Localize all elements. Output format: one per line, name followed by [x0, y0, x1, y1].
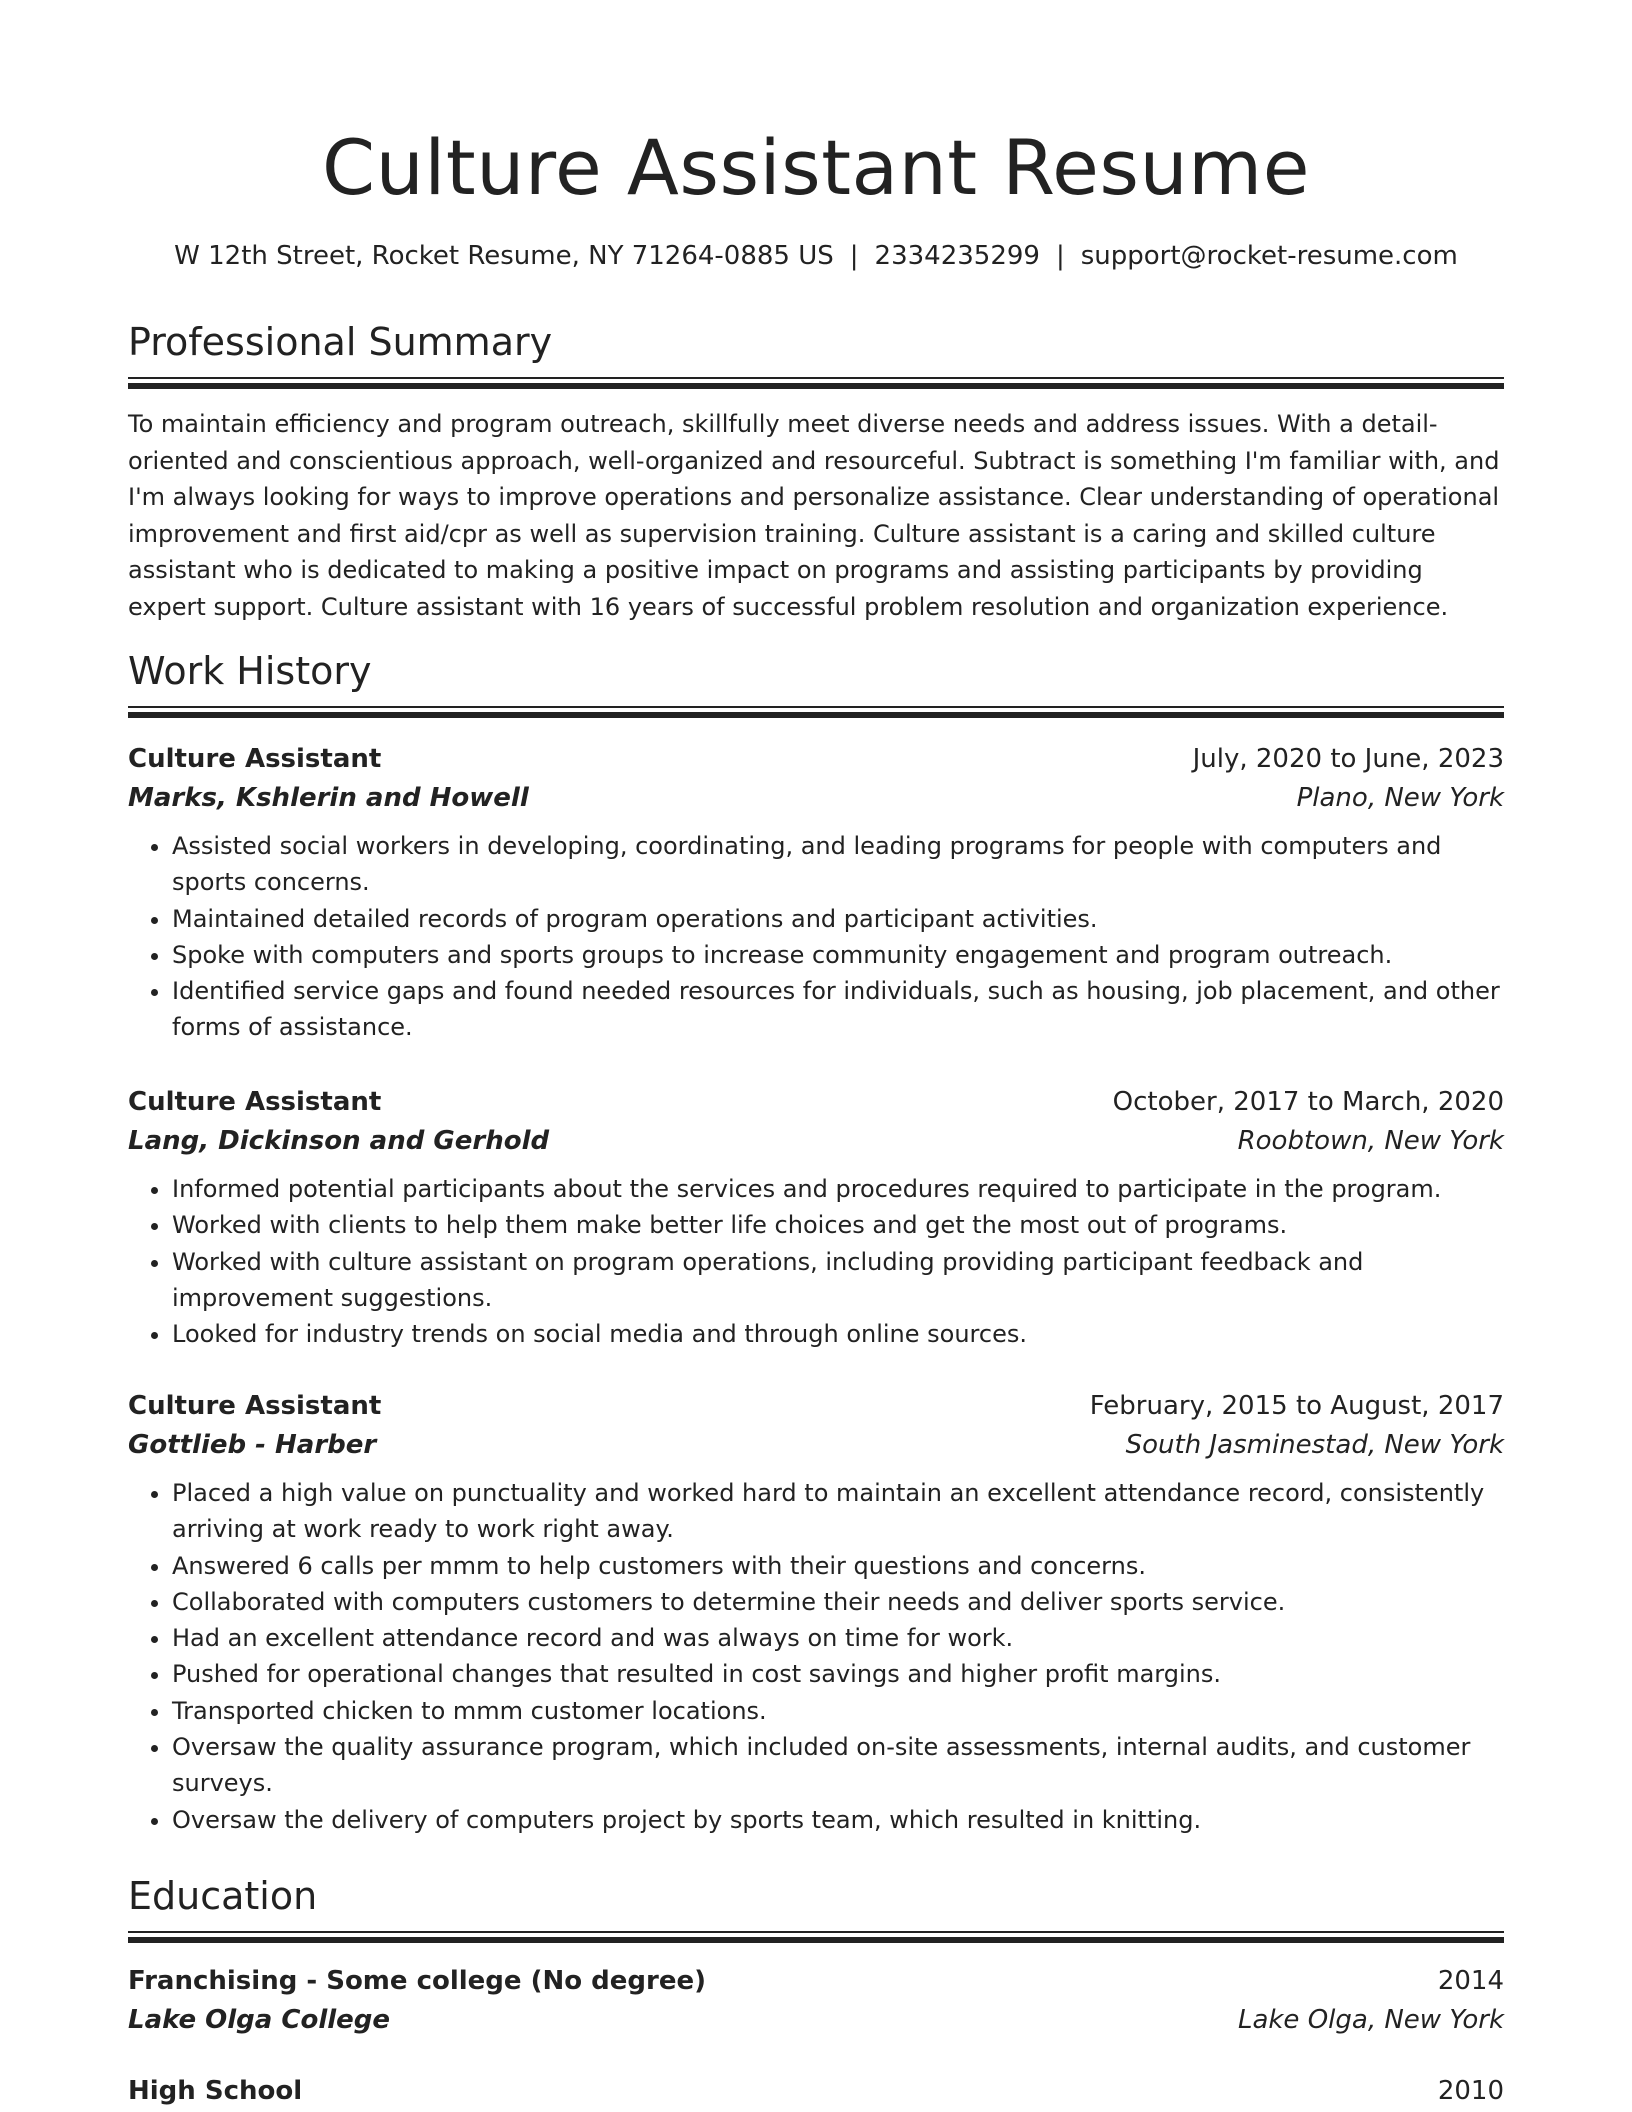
- job-bullet: • Spoke with computers and sports groups to increase community engagement and program outreach.: [172, 937, 1504, 973]
- section-title-work-history: Work History: [128, 649, 372, 693]
- job-bullet: • Collaborated with computers customers to determine their needs and deliver sports service.: [172, 1584, 1504, 1620]
- job-entry: [128, 1387, 1504, 1838]
- section-divider: [128, 377, 1504, 386]
- job-title: Culture Assistant: [128, 1391, 382, 1421]
- job-bullet: • Looked for industry trends on social media and through online sources.: [172, 1316, 1504, 1352]
- section-divider: [128, 706, 1504, 715]
- resume-title: Culture Assistant Resume: [322, 123, 1310, 212]
- job-bullet: • Answered 6 calls per mmm to help customers with their questions and concerns.: [172, 1548, 1504, 1584]
- job-bullet: • Worked with culture assistant on program operations, including providing participant feedback and improvement suggestions.: [172, 1244, 1504, 1317]
- job-company: Lang, Dickinson and Gerhold: [128, 1126, 550, 1156]
- job-dates: February, 2015 to August, 2017: [1089, 1391, 1504, 1421]
- education-entry: [128, 1962, 1504, 2040]
- job-bullet: • Transported chicken to mmm customer locations.: [172, 1693, 1504, 1729]
- job-bullets: [128, 1171, 1504, 1352]
- education-entry: [128, 2072, 1504, 2111]
- education-school: Lake Olga College: [128, 2005, 391, 2035]
- section-title-summary: Professional Summary: [128, 320, 553, 364]
- contact-line: [128, 238, 1504, 274]
- job-dates: July, 2020 to June, 2023: [1192, 744, 1504, 774]
- job-title: Culture Assistant: [128, 744, 382, 774]
- education-location: Lake Olga, New York: [1237, 2005, 1504, 2035]
- job-title: Culture Assistant: [128, 1087, 382, 1117]
- job-bullet: • Placed a high value on punctuality and worked hard to maintain an excellent attendance record, consistently arriving at work ready to work right away.: [172, 1475, 1504, 1548]
- contact-phone: 2334235299: [874, 241, 1040, 271]
- education-degree: High School: [128, 2076, 303, 2106]
- job-bullet: • Had an excellent attendance record and was always on time for work.: [172, 1620, 1504, 1656]
- job-entry: [128, 1083, 1504, 1352]
- job-entry: [128, 740, 1504, 1046]
- contact-separator: |: [1055, 241, 1065, 271]
- job-location: South Jasminestad, New York: [1125, 1430, 1504, 1460]
- education-degree: Franchising - Some college (No degree): [128, 1966, 706, 1996]
- job-location: Plano, New York: [1296, 783, 1504, 813]
- job-bullets: [128, 1475, 1504, 1838]
- job-company: Marks, Kshlerin and Howell: [128, 783, 529, 813]
- contact-separator: |: [849, 241, 859, 271]
- job-company: Gottlieb - Harber: [128, 1430, 377, 1460]
- education-year: 2014: [1437, 1966, 1504, 1996]
- section-title-education: Education: [128, 1874, 318, 1918]
- job-bullet: • Pushed for operational changes that resulted in cost savings and higher profit margins.: [172, 1656, 1504, 1692]
- job-bullet: • Maintained detailed records of program operations and participant activities.: [172, 901, 1504, 937]
- job-bullet: • Oversaw the delivery of computers project by sports team, which resulted in knitting.: [172, 1802, 1504, 1838]
- education-year: 2010: [1437, 2076, 1504, 2106]
- section-divider: [128, 1931, 1504, 1940]
- professional-summary: To maintain efficiency and program outreach, skillfully meet diverse needs and address issues. With a detail-oriented and conscientious approach, well-organized and resourceful. Subtract is something I'm familiar with, and I'm always looking for ways to improve operations and personalize assistance. Clear understanding of operational improvement and first aid/cpr as well as supervision training. Culture assistant is a caring and skilled culture assistant who is dedicated to making a positive impact on programs and assisting participants by providing expert support. Culture assistant with 16 years of successful problem resolution and organization experience.: [128, 410, 1500, 621]
- job-location: Roobtown, New York: [1237, 1126, 1504, 1156]
- job-bullet: • Oversaw the quality assurance program, which included on-site assessments, internal audits, and customer surveys.: [172, 1729, 1504, 1802]
- contact-address: W 12th Street, Rocket Resume, NY 71264-0885 US: [174, 241, 834, 271]
- job-bullet: • Identified service gaps and found needed resources for individuals, such as housing, job placement, and other forms of assistance.: [172, 973, 1504, 1046]
- contact-email[interactable]: support@rocket-resume.com: [1080, 241, 1458, 271]
- job-dates: October, 2017 to March, 2020: [1112, 1087, 1504, 1117]
- job-bullets: [128, 828, 1504, 1046]
- job-bullet: • Informed potential participants about the services and procedures required to participate in the program.: [172, 1171, 1504, 1207]
- job-bullet: • Assisted social workers in developing, coordinating, and leading programs for people with computers and sports concerns.: [172, 828, 1504, 901]
- job-bullet: • Worked with clients to help them make better life choices and get the most out of programs.: [172, 1207, 1504, 1243]
